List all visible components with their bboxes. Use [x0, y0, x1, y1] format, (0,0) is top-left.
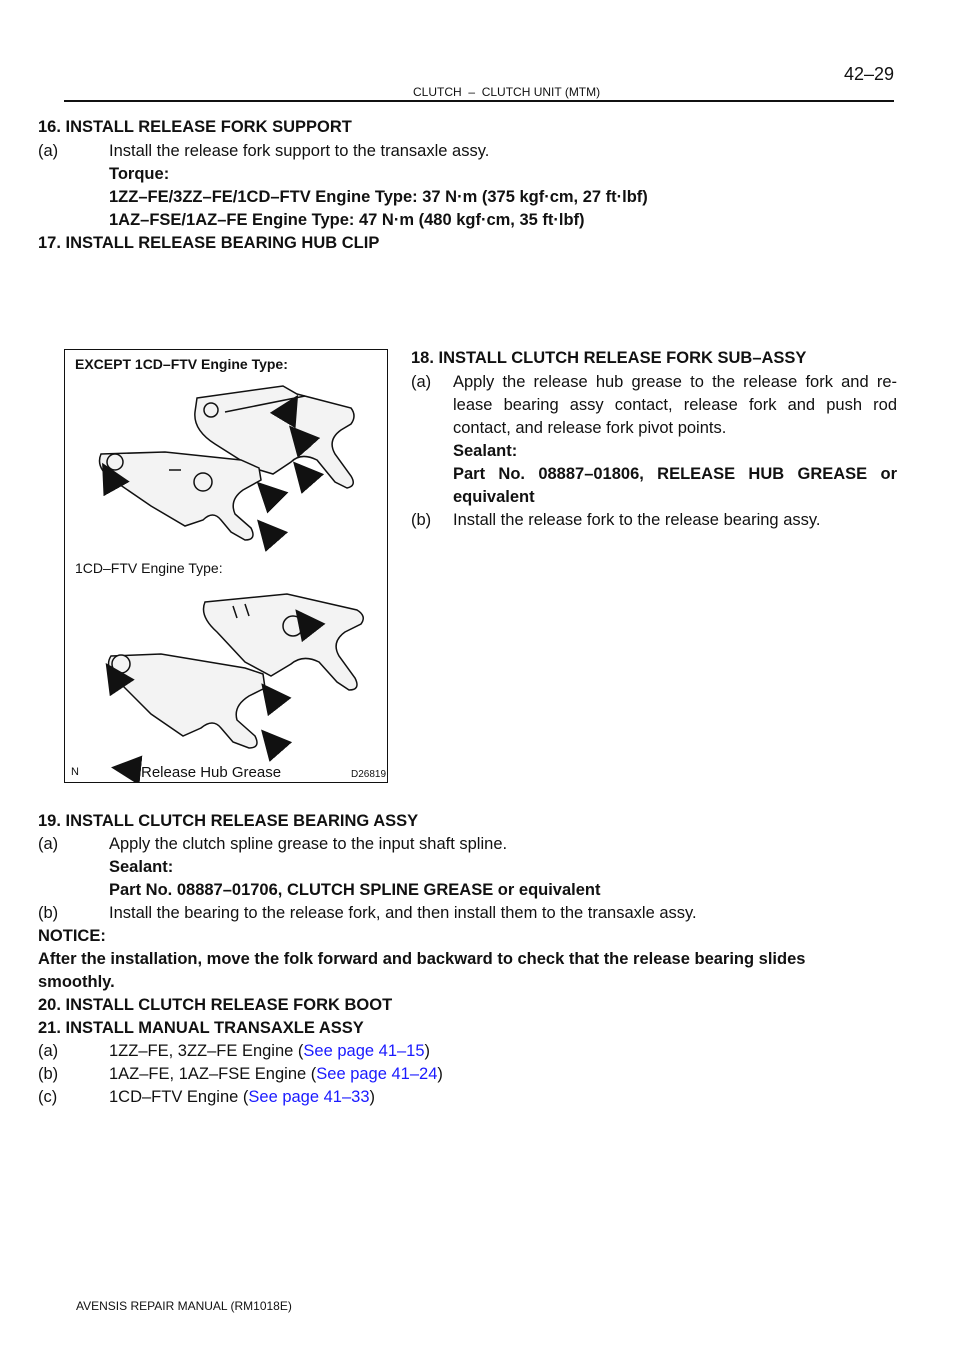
header-separator: –: [468, 85, 476, 99]
see-page-41-33-link[interactable]: See page 41–33: [248, 1088, 370, 1106]
step-21c-num: (c): [38, 1088, 58, 1106]
fork-lower-front: [109, 654, 265, 748]
step-18b-num: (b): [411, 511, 432, 529]
step-21b-close: ): [437, 1065, 443, 1083]
step-19a-num: (a): [38, 835, 59, 853]
step-21-title: 21. INSTALL MANUAL TRANSAXLE ASSY: [38, 1019, 364, 1037]
step-19b-num: (b): [38, 904, 59, 922]
step-16a-text: Install the release fork support to the transaxle assy.: [109, 142, 490, 160]
step-19-sealant-label: Sealant:: [109, 858, 174, 876]
release-fork-figure: [64, 349, 388, 783]
torque-label: Torque:: [109, 165, 170, 183]
step-21b-label: 1AZ–FE, 1AZ–FSE Engine (: [109, 1065, 317, 1083]
step-20-title: 20. INSTALL CLUTCH RELEASE FORK BOOT: [38, 996, 393, 1014]
step-21b-num: (b): [38, 1065, 59, 1083]
legend-arrow-icon: [117, 768, 137, 770]
step-21c-close: ): [369, 1088, 376, 1106]
page-header: [64, 64, 894, 104]
fork-upper-front: [100, 452, 262, 540]
step-19a-text: Apply the clutch spline grease to the input shaft spline.: [109, 835, 508, 853]
figure-label-1cd: 1CD–FTV Engine Type:: [75, 560, 223, 576]
step-18-title: 18. INSTALL CLUTCH RELEASE FORK SUB–ASSY: [411, 349, 807, 367]
step-18b-text: Install the release fork to the release bearing assy.: [453, 511, 821, 529]
page-number: 42–29: [843, 64, 894, 84]
step-18a-num: (a): [411, 373, 432, 391]
step-18a-line3: contact, and release fork pivot points.: [453, 419, 727, 437]
step-17-title: 17. INSTALL RELEASE BEARING HUB CLIP: [38, 234, 380, 252]
step-18-sealant-line1: Part No. 08887–01806, RELEASE HUB GREASE or: [453, 465, 897, 483]
see-page-41-24-link[interactable]: See page 41–24: [316, 1065, 438, 1083]
step-21c-text: [109, 1086, 375, 1108]
figure-label-except-1cd: EXCEPT 1CD–FTV Engine Type:: [75, 356, 288, 372]
torque-spec-1: 1ZZ–FE/3ZZ–FE/1CD–FTV Engine Type: 37 N·m (375 kgf·cm, 27 ft·lbf): [109, 188, 648, 206]
step-19-sealant-text: Part No. 08887–01706, CLUTCH SPLINE GREASE or equivalent: [109, 881, 601, 899]
step-21a-num: (a): [38, 1042, 59, 1060]
step-18a-line2: lease bearing assy contact, release fork and push rod: [453, 396, 897, 414]
notice-line1: After the installation, move the folk forward and backward to check that the release bearing slides: [38, 950, 806, 968]
step-19b-text: Install the bearing to the release fork, and then install them to the transaxle assy.: [109, 904, 697, 922]
torque-spec-2: 1AZ–FSE/1AZ–FE Engine Type: 47 N·m (480 kgf·cm, 35 ft·lbf): [109, 211, 585, 229]
notice-label: NOTICE:: [38, 927, 106, 945]
step-21a-close: ): [424, 1042, 431, 1060]
header-rule: [64, 100, 894, 102]
step-18-sealant-line2: equivalent: [453, 488, 535, 506]
header-subsection: CLUTCH UNIT (MTM): [481, 85, 601, 99]
step-18-sealant-label: Sealant:: [453, 442, 518, 460]
see-page-41-15-link[interactable]: See page 41–15: [303, 1042, 425, 1060]
step-18a-line1: Apply the release hub grease to the release fork and re-: [453, 373, 897, 391]
header-section-title: CLUTCH: [413, 85, 462, 99]
release-fork-drawings: [65, 350, 387, 782]
header-section: [409, 85, 604, 99]
step-21a-label: 1ZZ–FE, 3ZZ–FE Engine (: [109, 1042, 304, 1060]
step-21a-text: [109, 1040, 430, 1062]
figure-legend-text: Release Hub Grease: [141, 764, 282, 781]
step-21c-label: 1CD–FTV Engine (: [109, 1088, 249, 1106]
figure-corner-mark: N: [71, 766, 79, 778]
step-16-title: 16. INSTALL RELEASE FORK SUPPORT: [38, 118, 352, 136]
page-footer: AVENSIS REPAIR MANUAL (RM1018E): [76, 1299, 292, 1313]
figure-id: D26819: [351, 769, 387, 780]
notice-line2: smoothly.: [38, 973, 115, 991]
step-16a-num: (a): [38, 142, 59, 160]
step-19-title: 19. INSTALL CLUTCH RELEASE BEARING ASSY: [38, 812, 419, 830]
step-21b-text: [109, 1063, 443, 1085]
